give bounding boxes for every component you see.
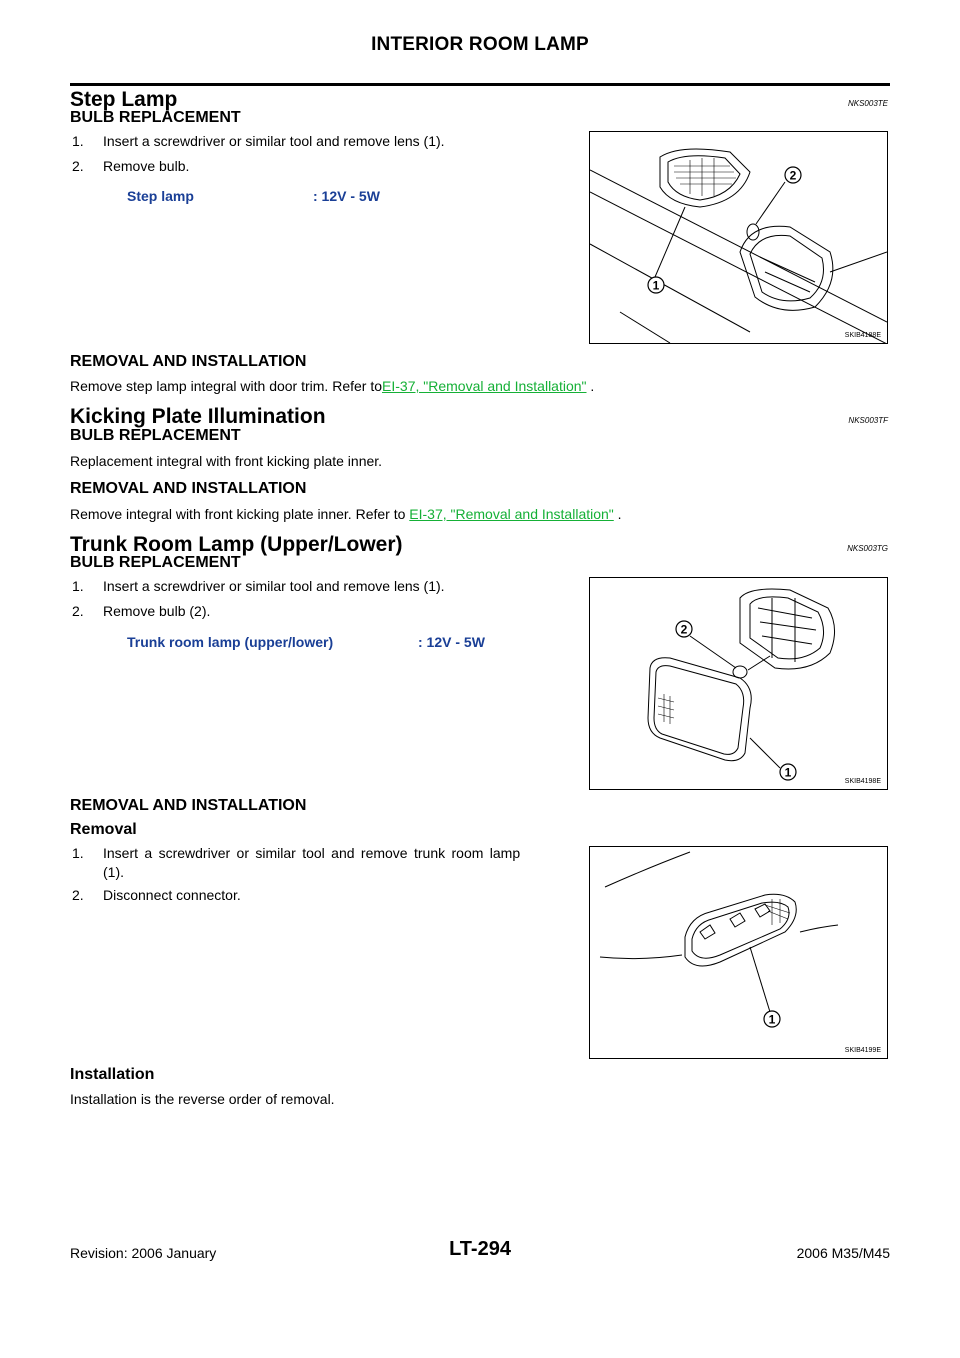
step-text: Insert a screwdriver or similar tool and remove trunk room lamp [103,845,521,861]
page-number: LT-294 [449,1238,511,1260]
trunk-lamp-removal-illustration [590,847,887,1058]
figure-step-lamp [589,131,888,344]
callout-2: 2 [789,168,797,183]
removal-text [70,506,622,522]
spec-value: : 12V - 5W [313,188,380,204]
step-lamp-illustration [590,132,887,343]
section-code-kicking-plate: NKS003TF [848,416,888,425]
figure-id: SKIB4188E [844,332,881,339]
removal-heading: REMOVAL AND INSTALLATION [70,797,307,814]
reference-link[interactable]: EI-37, "Removal and Installation" [382,378,587,394]
model-name: 2006 M35/M45 [796,1245,890,1261]
reference-link[interactable]: EI-37, "Removal and Installation" [409,506,614,522]
callout-1: 1 [768,1012,776,1027]
bulb-replacement-heading: BULB REPLACEMENT [70,427,241,444]
installation-text: Installation is the reverse order of removal. [70,1091,335,1107]
step-number: 2. [72,887,84,903]
installation-subheading: Installation [70,1066,155,1083]
section-title-trunk-room: Trunk Room Lamp (Upper/Lower) [70,533,403,556]
callout-1: 1 [652,278,660,293]
section-title-step-lamp: Step Lamp [70,88,178,111]
step-text-continued: (1). [103,864,124,880]
section-code-trunk-room: NKS003TG [847,544,888,553]
step-text: Remove bulb. [103,158,190,174]
step-number: 1. [72,133,84,149]
callout-2: 2 [680,622,688,637]
figure-id: SKIB4199E [844,1047,881,1054]
section-code-step-lamp: NKS003TE [847,99,888,108]
step-text: Disconnect connector. [103,887,241,903]
header-rule [70,83,890,86]
removal-text-end: . [617,506,622,522]
step-text: Remove bulb (2). [103,603,211,619]
trunk-lamp-illustration [590,578,887,789]
spec-label: Step lamp [127,188,194,204]
figure-id: SKIB4198E [844,778,881,785]
bulb-text: Replacement integral with front kicking plate inner. [70,453,383,469]
bulb-replacement-heading: BULB REPLACEMENT [70,109,241,126]
section-title-kicking-plate: Kicking Plate Illumination [70,405,326,428]
step-number: 2. [72,158,84,174]
spec-value: : 12V - 5W [418,634,485,650]
callout-1: 1 [784,765,792,780]
step-text: Insert a screwdriver or similar tool and remove lens (1). [103,133,445,149]
spec-label: Trunk room lamp (upper/lower) [127,634,334,650]
step-number: 1. [72,578,84,594]
figure-trunk-room-lamp [589,577,888,790]
removal-heading: REMOVAL AND INSTALLATION [70,353,307,370]
page-title: INTERIOR ROOM LAMP [371,34,589,55]
removal-text [70,378,594,394]
removal-subheading: Removal [70,821,137,838]
figure-trunk-lamp-removal [589,846,888,1059]
bulb-replacement-heading: BULB REPLACEMENT [70,554,241,571]
step-number: 1. [72,845,84,861]
step-text: Insert a screwdriver or similar tool and remove lens (1). [103,578,445,594]
revision-date: Revision: 2006 January [70,1245,217,1261]
removal-text-end: . [590,378,595,394]
removal-text-start: Remove integral with front kicking plate inner. Refer to [70,506,406,522]
removal-text-start: Remove step lamp integral with door trim. Refer to [70,378,383,394]
removal-heading: REMOVAL AND INSTALLATION [70,480,307,497]
step-number: 2. [72,603,84,619]
